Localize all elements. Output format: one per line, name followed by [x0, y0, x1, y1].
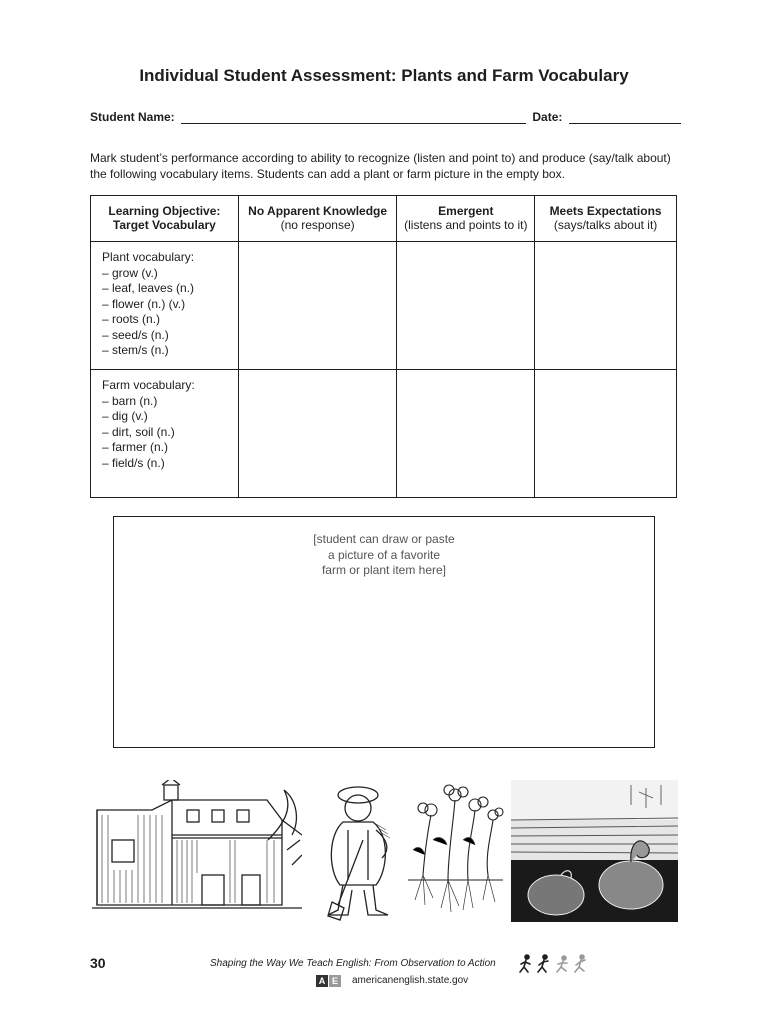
page-title: Individual Student Assessment: Plants and Farm Vocabulary: [139, 66, 629, 85]
vocab-item: – farmer (n.): [102, 440, 169, 454]
assessment-table: [90, 195, 677, 498]
plant-meets-expectations-cell[interactable]: [535, 242, 677, 370]
header-learning-objective: Learning Objective: Target Vocabulary: [91, 196, 239, 242]
farm-emergent-cell[interactable]: [397, 370, 535, 498]
american-english-logo: A E: [316, 975, 341, 987]
table-row: [91, 370, 677, 498]
vocab-item: – field/s (n.): [102, 455, 165, 470]
student-info-row: [90, 110, 681, 124]
farm-no-knowledge-cell[interactable]: [238, 370, 397, 498]
plants-illustration: [403, 780, 508, 922]
book-title: Shaping the Way We Teach English: From Observation to Action: [210, 958, 496, 969]
vocab-item: – seed/s (n.): [102, 327, 169, 342]
header-emergent: Emergent (listens and points to it): [397, 196, 535, 242]
table-row: [91, 242, 677, 370]
picture-box-hint: [student can draw or paste a picture of a favorite farm or plant item here]: [313, 532, 455, 577]
plant-emergent-cell[interactable]: [397, 242, 535, 370]
picture-box[interactable]: [113, 516, 655, 748]
instructions-text: Mark student’s performance according to ability to recognize (listen and point to) and produce (say/talk about) the following vocabulary items. Students can add a plant or farm picture in the empty box.: [90, 151, 671, 181]
vocab-item: – stem/s (n.): [102, 343, 169, 357]
seeds-in-field-illustration: [511, 780, 678, 922]
page-number: 30: [90, 955, 106, 971]
plant-no-knowledge-cell[interactable]: [238, 242, 397, 370]
header-meets-expectations: Meets Expectations (says/talks about it): [535, 196, 677, 242]
vocab-item: – barn (n.): [102, 393, 158, 408]
farm-meets-expectations-cell[interactable]: [535, 370, 677, 498]
website-url[interactable]: americanenglish.state.gov: [352, 975, 469, 986]
vocab-item: – leaf, leaves (n.): [102, 281, 195, 295]
vocab-item: – roots (n.): [102, 312, 161, 326]
date-line[interactable]: [569, 111, 681, 124]
vocab-item: – flower (n.) (v.): [102, 296, 186, 311]
farmer-illustration: [318, 780, 403, 922]
table-header-row: [91, 196, 677, 242]
barn-illustration: [92, 780, 302, 922]
vocab-item: – dig (v.): [102, 409, 148, 423]
runners-icon: [518, 954, 588, 976]
farm-vocabulary-cell: Farm vocabulary: – barn (n.) – dig (v.) – dirt, soil (n.) – farmer (n.) – field/s (n.): [91, 370, 239, 498]
student-name-line[interactable]: [181, 111, 526, 124]
header-no-apparent-knowledge: No Apparent Knowledge (no response): [238, 196, 397, 242]
vocab-item: – dirt, soil (n.): [102, 424, 175, 439]
date-label: Date:: [532, 110, 563, 124]
student-name-label: Student Name:: [90, 110, 175, 124]
vocab-item: – grow (v.): [102, 265, 158, 280]
plant-vocabulary-cell: Plant vocabulary: – grow (v.) – leaf, leaves (n.) – flower (n.) (v.) – roots (n.) – seed/s (n.) – stem/s (n.): [91, 242, 239, 370]
